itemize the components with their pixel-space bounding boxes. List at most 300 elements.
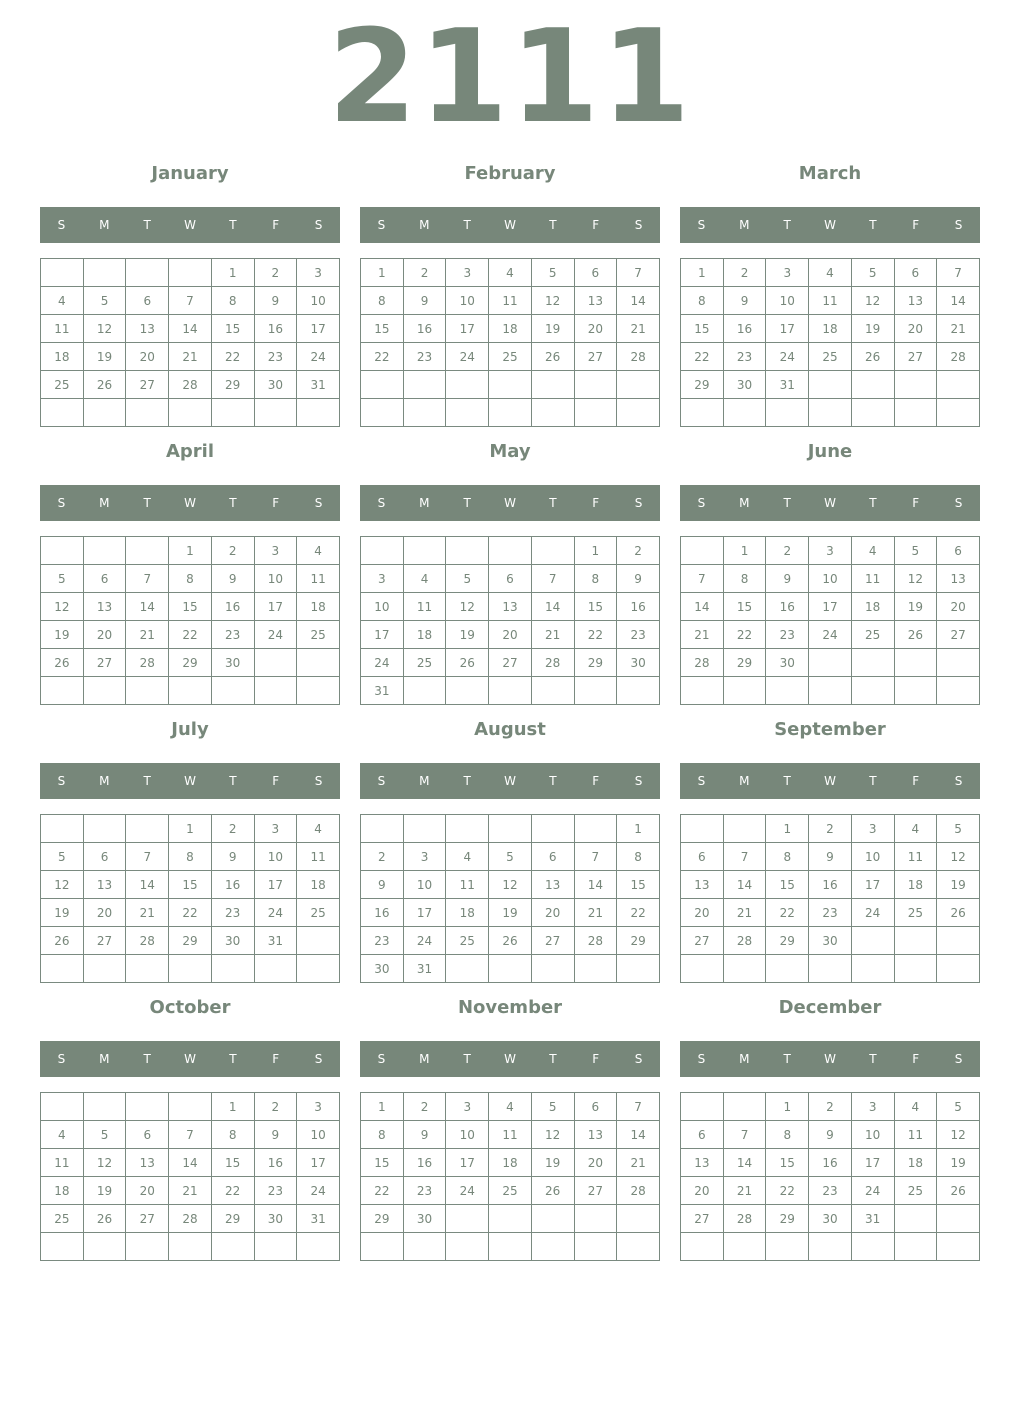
week-row bbox=[361, 259, 660, 287]
day-cell: 4 bbox=[446, 843, 489, 871]
weekday-label: M bbox=[419, 1052, 430, 1066]
day-cell: 2 bbox=[809, 815, 852, 843]
day-cell: 2 bbox=[361, 843, 404, 871]
weekday-label: T bbox=[549, 774, 557, 788]
day-cell: 21 bbox=[169, 1177, 212, 1205]
day-cell: 13 bbox=[126, 315, 169, 343]
weekday-label: M bbox=[99, 218, 110, 232]
day-cell: 15 bbox=[766, 871, 809, 899]
weekday-label: M bbox=[739, 1052, 750, 1066]
weekday-label: T bbox=[463, 774, 471, 788]
empty-day-cell bbox=[169, 955, 212, 983]
day-cell: 20 bbox=[894, 315, 937, 343]
week-row bbox=[41, 955, 340, 983]
day-cell: 21 bbox=[126, 621, 169, 649]
empty-day-cell bbox=[297, 399, 340, 427]
day-cell: 27 bbox=[531, 927, 574, 955]
weekday-label: M bbox=[99, 496, 110, 510]
empty-day-cell bbox=[41, 677, 84, 705]
day-cell: 24 bbox=[403, 927, 446, 955]
day-cell: 4 bbox=[41, 287, 84, 315]
empty-day-cell bbox=[83, 955, 126, 983]
day-cell: 31 bbox=[297, 1205, 340, 1233]
day-cell: 18 bbox=[41, 1177, 84, 1205]
week-row bbox=[361, 621, 660, 649]
day-cell: 21 bbox=[617, 1149, 660, 1177]
weekday-label: T bbox=[869, 218, 877, 232]
month-name: November bbox=[457, 997, 563, 1018]
day-cell: 25 bbox=[894, 1177, 937, 1205]
week-row bbox=[681, 315, 980, 343]
weekday-label: W bbox=[824, 218, 836, 232]
day-cell: 4 bbox=[894, 1093, 937, 1121]
day-cell: 21 bbox=[937, 315, 980, 343]
day-cell: 20 bbox=[574, 315, 617, 343]
day-cell: 15 bbox=[617, 871, 660, 899]
empty-day-cell bbox=[211, 399, 254, 427]
day-cell: 3 bbox=[254, 537, 297, 565]
day-cell: 13 bbox=[126, 1149, 169, 1177]
day-cell: 9 bbox=[403, 287, 446, 315]
empty-day-cell bbox=[617, 955, 660, 983]
empty-day-cell bbox=[169, 399, 212, 427]
day-cell: 5 bbox=[41, 843, 84, 871]
weekday-label: T bbox=[143, 496, 151, 510]
day-cell: 9 bbox=[403, 1121, 446, 1149]
day-cell: 2 bbox=[809, 1093, 852, 1121]
day-cell: 25 bbox=[489, 1177, 532, 1205]
week-row bbox=[681, 1233, 980, 1261]
day-cell: 8 bbox=[211, 1121, 254, 1149]
day-cell: 22 bbox=[211, 1177, 254, 1205]
weekday-label: S bbox=[634, 496, 643, 510]
weekday-label: W bbox=[504, 774, 516, 788]
day-cell: 23 bbox=[254, 343, 297, 371]
weekday-label: T bbox=[229, 496, 237, 510]
empty-day-cell bbox=[403, 815, 446, 843]
empty-day-cell bbox=[723, 955, 766, 983]
day-cell: 9 bbox=[211, 843, 254, 871]
week-row bbox=[361, 1149, 660, 1177]
day-cell: 8 bbox=[169, 843, 212, 871]
day-cell: 30 bbox=[211, 927, 254, 955]
empty-day-cell bbox=[489, 1205, 532, 1233]
day-cell: 3 bbox=[446, 259, 489, 287]
empty-day-cell bbox=[403, 537, 446, 565]
day-cell: 15 bbox=[211, 1149, 254, 1177]
month-name: December bbox=[778, 997, 882, 1018]
day-cell: 30 bbox=[617, 649, 660, 677]
weekday-header bbox=[360, 485, 660, 521]
day-cell: 24 bbox=[851, 1177, 894, 1205]
empty-day-cell bbox=[254, 955, 297, 983]
day-cell: 28 bbox=[937, 343, 980, 371]
empty-day-cell bbox=[41, 815, 84, 843]
day-cell: 5 bbox=[937, 1093, 980, 1121]
week-row bbox=[361, 315, 660, 343]
week-row bbox=[41, 871, 340, 899]
day-cell: 1 bbox=[723, 537, 766, 565]
day-cell: 29 bbox=[723, 649, 766, 677]
day-cell: 10 bbox=[446, 287, 489, 315]
day-cell: 5 bbox=[41, 565, 84, 593]
weekday-label: T bbox=[229, 1052, 237, 1066]
weekday-label: T bbox=[549, 1052, 557, 1066]
day-cell: 8 bbox=[361, 1121, 404, 1149]
day-cell: 7 bbox=[126, 843, 169, 871]
weekday-label: F bbox=[912, 774, 920, 788]
day-cell: 12 bbox=[531, 287, 574, 315]
weekday-label: M bbox=[739, 774, 750, 788]
week-row bbox=[361, 1177, 660, 1205]
week-row bbox=[41, 843, 340, 871]
day-cell: 27 bbox=[83, 649, 126, 677]
day-cell: 17 bbox=[254, 871, 297, 899]
weekday-label: F bbox=[912, 218, 920, 232]
empty-day-cell bbox=[403, 677, 446, 705]
day-cell: 25 bbox=[41, 1205, 84, 1233]
day-cell: 19 bbox=[446, 621, 489, 649]
empty-day-cell bbox=[361, 1233, 404, 1261]
day-cell: 4 bbox=[403, 565, 446, 593]
weekday-label: W bbox=[184, 774, 196, 788]
day-cell: 23 bbox=[809, 899, 852, 927]
day-cell: 4 bbox=[894, 815, 937, 843]
weekday-label: T bbox=[143, 774, 151, 788]
day-cell: 14 bbox=[681, 593, 724, 621]
day-cell: 16 bbox=[809, 1149, 852, 1177]
empty-day-cell bbox=[41, 399, 84, 427]
weekday-label: F bbox=[912, 1052, 920, 1066]
day-cell: 11 bbox=[41, 1149, 84, 1177]
day-cell: 25 bbox=[297, 899, 340, 927]
day-cell: 27 bbox=[937, 621, 980, 649]
empty-day-cell bbox=[297, 677, 340, 705]
day-cell: 28 bbox=[617, 343, 660, 371]
empty-day-cell bbox=[211, 1233, 254, 1261]
day-cell: 2 bbox=[211, 537, 254, 565]
week-row bbox=[41, 315, 340, 343]
day-grid bbox=[680, 1092, 980, 1261]
week-row bbox=[361, 955, 660, 983]
day-cell: 22 bbox=[681, 343, 724, 371]
day-cell: 18 bbox=[851, 593, 894, 621]
day-cell: 17 bbox=[809, 593, 852, 621]
weekday-label: M bbox=[99, 1052, 110, 1066]
weekday-header bbox=[680, 485, 980, 521]
day-cell: 19 bbox=[41, 899, 84, 927]
day-cell: 14 bbox=[617, 1121, 660, 1149]
day-cell: 27 bbox=[574, 1177, 617, 1205]
day-cell: 17 bbox=[297, 315, 340, 343]
empty-day-cell bbox=[297, 1233, 340, 1261]
day-cell: 11 bbox=[851, 565, 894, 593]
empty-day-cell bbox=[446, 1205, 489, 1233]
day-cell: 13 bbox=[937, 565, 980, 593]
day-cell: 25 bbox=[851, 621, 894, 649]
weekday-label: S bbox=[57, 496, 66, 510]
day-cell: 16 bbox=[211, 593, 254, 621]
weekday-label: W bbox=[504, 1052, 516, 1066]
day-grid bbox=[40, 536, 340, 705]
day-cell: 17 bbox=[851, 1149, 894, 1177]
day-cell: 29 bbox=[766, 927, 809, 955]
day-cell: 13 bbox=[489, 593, 532, 621]
day-cell: 9 bbox=[617, 565, 660, 593]
weekday-label: W bbox=[184, 218, 196, 232]
empty-day-cell bbox=[83, 259, 126, 287]
day-cell: 27 bbox=[126, 1205, 169, 1233]
day-cell: 9 bbox=[361, 871, 404, 899]
day-cell: 30 bbox=[809, 1205, 852, 1233]
month-name: March bbox=[798, 163, 862, 184]
week-row bbox=[361, 927, 660, 955]
day-cell: 14 bbox=[617, 287, 660, 315]
week-row bbox=[41, 1205, 340, 1233]
week-row bbox=[41, 1233, 340, 1261]
day-cell: 1 bbox=[766, 1093, 809, 1121]
day-cell: 9 bbox=[809, 843, 852, 871]
day-cell: 8 bbox=[361, 287, 404, 315]
day-cell: 5 bbox=[83, 287, 126, 315]
empty-day-cell bbox=[937, 399, 980, 427]
empty-day-cell bbox=[489, 1233, 532, 1261]
empty-day-cell bbox=[446, 399, 489, 427]
day-cell: 15 bbox=[169, 871, 212, 899]
empty-day-cell bbox=[489, 537, 532, 565]
empty-day-cell bbox=[723, 399, 766, 427]
empty-day-cell bbox=[446, 537, 489, 565]
day-cell: 10 bbox=[361, 593, 404, 621]
week-row bbox=[361, 287, 660, 315]
day-cell: 12 bbox=[83, 1149, 126, 1177]
day-cell: 13 bbox=[574, 1121, 617, 1149]
day-cell: 19 bbox=[937, 871, 980, 899]
empty-day-cell bbox=[126, 537, 169, 565]
empty-day-cell bbox=[723, 815, 766, 843]
day-cell: 24 bbox=[254, 899, 297, 927]
weekday-label: T bbox=[869, 1052, 877, 1066]
week-row bbox=[681, 1121, 980, 1149]
day-cell: 25 bbox=[446, 927, 489, 955]
day-cell: 16 bbox=[766, 593, 809, 621]
day-cell: 9 bbox=[809, 1121, 852, 1149]
day-cell: 20 bbox=[574, 1149, 617, 1177]
empty-day-cell bbox=[403, 371, 446, 399]
day-cell: 27 bbox=[574, 343, 617, 371]
day-cell: 24 bbox=[446, 343, 489, 371]
empty-day-cell bbox=[41, 1233, 84, 1261]
day-cell: 18 bbox=[489, 315, 532, 343]
empty-day-cell bbox=[851, 927, 894, 955]
week-row bbox=[41, 1149, 340, 1177]
weekday-label: S bbox=[954, 774, 963, 788]
empty-day-cell bbox=[83, 815, 126, 843]
week-row bbox=[41, 593, 340, 621]
empty-day-cell bbox=[211, 955, 254, 983]
week-row bbox=[681, 259, 980, 287]
day-cell: 18 bbox=[894, 871, 937, 899]
empty-day-cell bbox=[169, 1093, 212, 1121]
weekday-label: M bbox=[419, 496, 430, 510]
day-cell: 25 bbox=[489, 343, 532, 371]
day-cell: 16 bbox=[809, 871, 852, 899]
day-cell: 21 bbox=[574, 899, 617, 927]
day-cell: 8 bbox=[766, 843, 809, 871]
empty-day-cell bbox=[617, 1233, 660, 1261]
day-cell: 29 bbox=[681, 371, 724, 399]
empty-day-cell bbox=[894, 649, 937, 677]
day-cell: 8 bbox=[723, 565, 766, 593]
weekday-label: F bbox=[272, 496, 280, 510]
day-cell: 1 bbox=[169, 537, 212, 565]
day-cell: 18 bbox=[297, 593, 340, 621]
day-cell: 26 bbox=[937, 899, 980, 927]
day-cell: 15 bbox=[723, 593, 766, 621]
month-name: February bbox=[464, 163, 556, 184]
day-cell: 21 bbox=[531, 621, 574, 649]
day-cell: 5 bbox=[446, 565, 489, 593]
day-cell: 1 bbox=[766, 815, 809, 843]
empty-day-cell bbox=[41, 259, 84, 287]
day-cell: 2 bbox=[617, 537, 660, 565]
empty-day-cell bbox=[41, 955, 84, 983]
day-cell: 24 bbox=[809, 621, 852, 649]
day-cell: 4 bbox=[297, 537, 340, 565]
empty-day-cell bbox=[489, 815, 532, 843]
day-cell: 15 bbox=[574, 593, 617, 621]
day-cell: 23 bbox=[403, 343, 446, 371]
empty-day-cell bbox=[851, 399, 894, 427]
day-cell: 28 bbox=[723, 927, 766, 955]
day-cell: 3 bbox=[297, 259, 340, 287]
day-cell: 16 bbox=[723, 315, 766, 343]
weekday-label: M bbox=[419, 774, 430, 788]
week-row bbox=[681, 649, 980, 677]
day-cell: 30 bbox=[809, 927, 852, 955]
day-cell: 28 bbox=[617, 1177, 660, 1205]
empty-day-cell bbox=[403, 399, 446, 427]
empty-day-cell bbox=[531, 955, 574, 983]
day-cell: 6 bbox=[83, 565, 126, 593]
week-row bbox=[681, 343, 980, 371]
day-cell: 6 bbox=[937, 537, 980, 565]
week-row bbox=[41, 371, 340, 399]
month-name: September bbox=[774, 719, 886, 740]
week-row bbox=[41, 815, 340, 843]
day-cell: 2 bbox=[766, 537, 809, 565]
day-cell: 7 bbox=[169, 1121, 212, 1149]
week-row bbox=[681, 399, 980, 427]
day-cell: 3 bbox=[254, 815, 297, 843]
week-row bbox=[681, 565, 980, 593]
day-cell: 27 bbox=[681, 927, 724, 955]
empty-day-cell bbox=[254, 649, 297, 677]
empty-day-cell bbox=[297, 955, 340, 983]
day-cell: 31 bbox=[297, 371, 340, 399]
day-cell: 10 bbox=[851, 1121, 894, 1149]
empty-day-cell bbox=[126, 1233, 169, 1261]
day-cell: 21 bbox=[126, 899, 169, 927]
week-row bbox=[41, 649, 340, 677]
day-cell: 16 bbox=[403, 1149, 446, 1177]
day-grid bbox=[360, 536, 660, 705]
empty-day-cell bbox=[937, 1205, 980, 1233]
day-cell: 19 bbox=[83, 1177, 126, 1205]
day-cell: 6 bbox=[574, 259, 617, 287]
empty-day-cell bbox=[361, 371, 404, 399]
day-cell: 12 bbox=[851, 287, 894, 315]
day-cell: 3 bbox=[851, 815, 894, 843]
day-cell: 10 bbox=[766, 287, 809, 315]
day-cell: 30 bbox=[403, 1205, 446, 1233]
empty-day-cell bbox=[531, 815, 574, 843]
day-cell: 2 bbox=[211, 815, 254, 843]
day-cell: 20 bbox=[126, 1177, 169, 1205]
day-cell: 22 bbox=[766, 899, 809, 927]
day-cell: 26 bbox=[531, 343, 574, 371]
day-cell: 29 bbox=[169, 649, 212, 677]
empty-day-cell bbox=[403, 1233, 446, 1261]
empty-day-cell bbox=[937, 927, 980, 955]
weekday-label: T bbox=[463, 1052, 471, 1066]
empty-day-cell bbox=[361, 815, 404, 843]
day-cell: 12 bbox=[41, 593, 84, 621]
day-cell: 26 bbox=[851, 343, 894, 371]
day-cell: 22 bbox=[723, 621, 766, 649]
weekday-label: W bbox=[504, 218, 516, 232]
day-cell: 26 bbox=[446, 649, 489, 677]
day-cell: 26 bbox=[83, 371, 126, 399]
day-grid bbox=[360, 1092, 660, 1261]
day-cell: 1 bbox=[361, 1093, 404, 1121]
weekday-label: S bbox=[377, 496, 386, 510]
empty-day-cell bbox=[681, 537, 724, 565]
empty-day-cell bbox=[937, 677, 980, 705]
day-cell: 2 bbox=[254, 259, 297, 287]
day-cell: 10 bbox=[297, 1121, 340, 1149]
day-cell: 14 bbox=[169, 1149, 212, 1177]
day-cell: 23 bbox=[211, 899, 254, 927]
day-cell: 11 bbox=[489, 1121, 532, 1149]
week-row bbox=[681, 899, 980, 927]
weekday-label: M bbox=[99, 774, 110, 788]
empty-day-cell bbox=[446, 955, 489, 983]
day-cell: 23 bbox=[403, 1177, 446, 1205]
empty-day-cell bbox=[894, 1233, 937, 1261]
day-cell: 19 bbox=[489, 899, 532, 927]
day-cell: 25 bbox=[297, 621, 340, 649]
weekday-label: T bbox=[229, 774, 237, 788]
week-row bbox=[681, 955, 980, 983]
weekday-header bbox=[40, 207, 340, 243]
day-cell: 20 bbox=[83, 899, 126, 927]
day-cell: 2 bbox=[403, 1093, 446, 1121]
day-cell: 28 bbox=[169, 371, 212, 399]
day-cell: 8 bbox=[681, 287, 724, 315]
day-cell: 23 bbox=[766, 621, 809, 649]
weekday-label: F bbox=[592, 496, 600, 510]
empty-day-cell bbox=[297, 927, 340, 955]
empty-day-cell bbox=[531, 399, 574, 427]
day-cell: 1 bbox=[211, 1093, 254, 1121]
day-cell: 27 bbox=[489, 649, 532, 677]
day-cell: 19 bbox=[531, 1149, 574, 1177]
empty-day-cell bbox=[574, 955, 617, 983]
weekday-label: S bbox=[377, 218, 386, 232]
month-name: August bbox=[474, 719, 546, 740]
day-cell: 18 bbox=[809, 315, 852, 343]
